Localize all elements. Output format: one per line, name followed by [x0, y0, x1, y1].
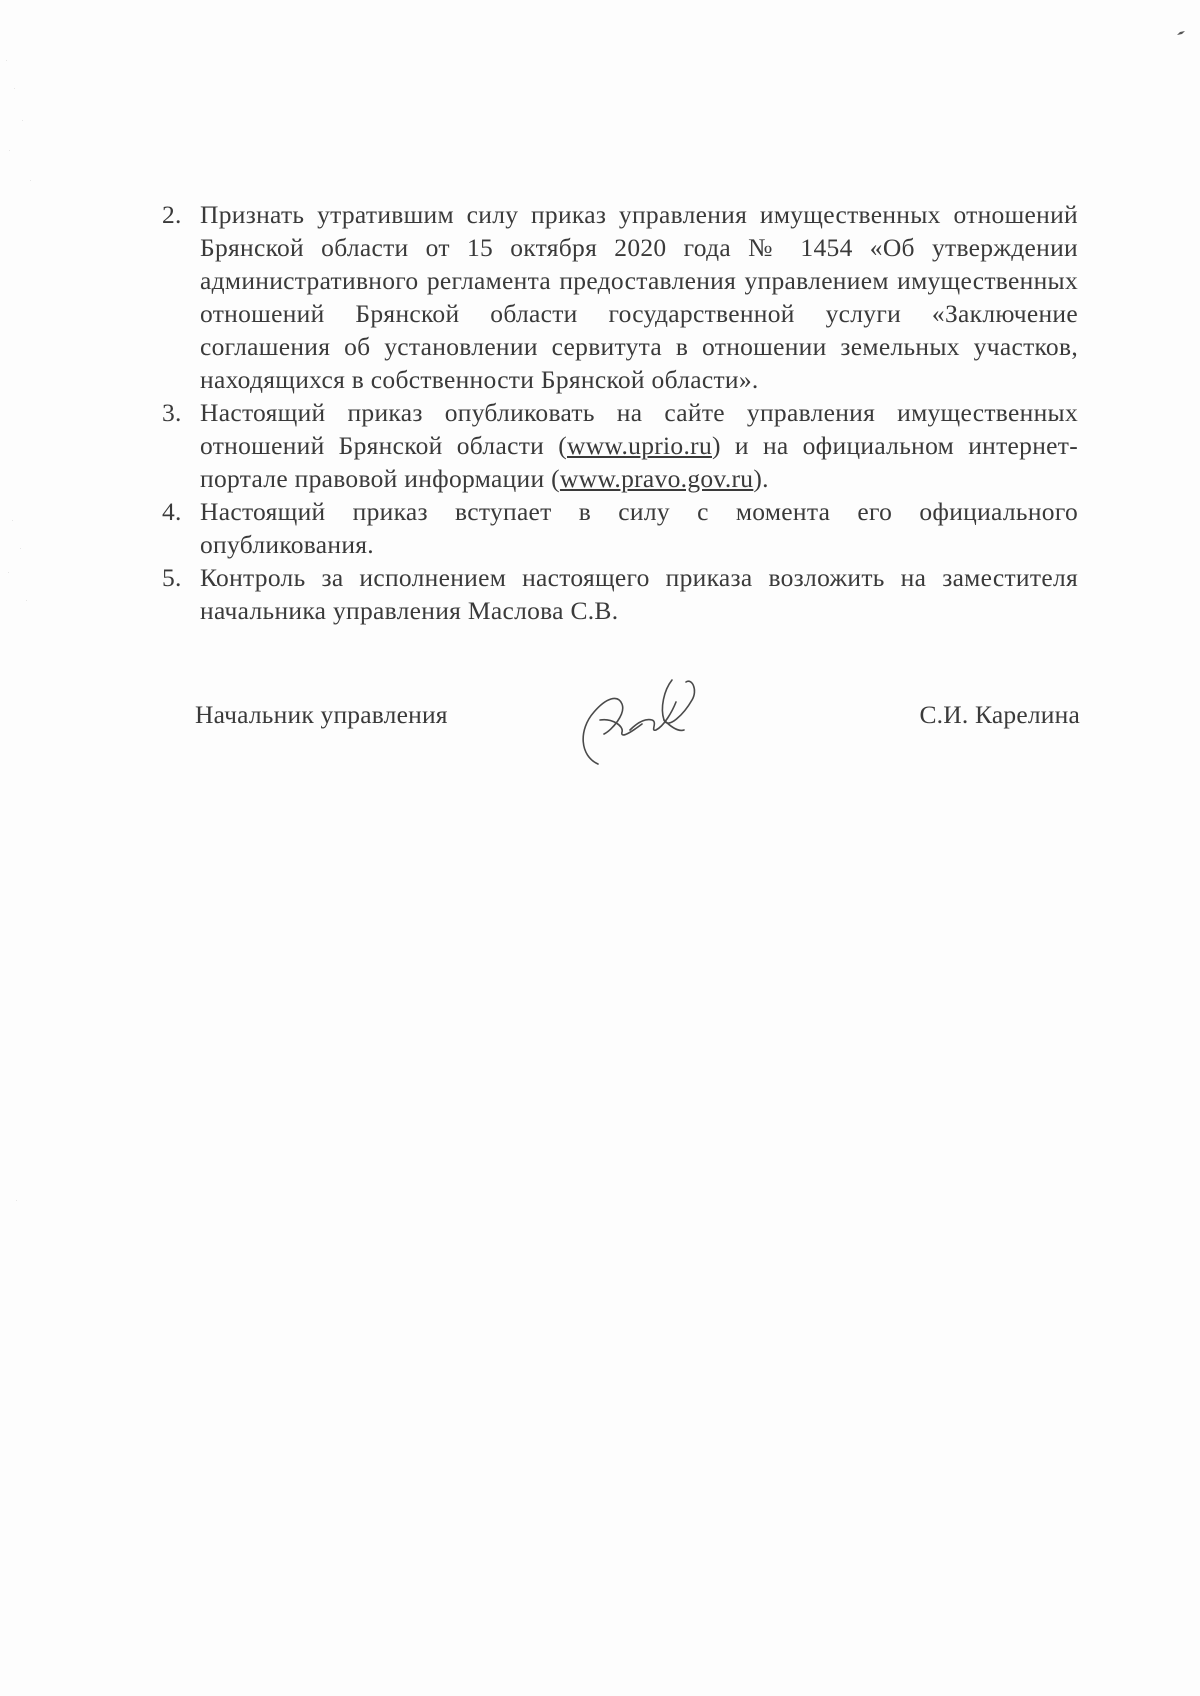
item-text [200, 396, 1078, 495]
item-number: 4. [162, 497, 182, 526]
order-items-list [158, 198, 1078, 627]
item-text [200, 495, 1078, 561]
item-text-segment: Признать утратившим силу приказ управления имущественных отношений Брянской области от 15 октября 2020 года № 1454 «Об утверждении административного регламента предоставления управлением имущественных отношений Брянской области государственной услуги «Заключение соглашения об установлении сервитута в отношении земельных участков, находящихся в собственности Брянской области». [200, 200, 1078, 394]
signature-block [0, 700, 1200, 810]
item-number: 5. [162, 563, 182, 592]
item-text-segment: Контроль за исполнением настоящего приказа возложить на заместителя начальника управления Маслова С.В. [200, 563, 1078, 625]
handwritten-signature [560, 660, 720, 770]
uprio-link[interactable]: www.uprio.ru [566, 431, 712, 460]
signer-title: Начальник управления [195, 700, 448, 729]
list-item [158, 396, 1078, 495]
signer-name: С.И. Карелина [919, 700, 1080, 729]
item-number: 2. [162, 200, 182, 229]
item-number: 3. [162, 398, 182, 427]
list-item [158, 561, 1078, 627]
scan-speck [1176, 30, 1186, 36]
pravo-link[interactable]: www.pravo.gov.ru [559, 464, 754, 493]
scan-margin-noise [0, 0, 60, 1696]
item-text-segment: Настоящий приказ вступает в силу с момента его официального опубликования. [200, 497, 1078, 559]
item-text-segment: ) и на официальном интернет-портале правовой информации ( [200, 431, 1078, 493]
item-text [200, 198, 1078, 396]
item-text-segment: ). [753, 464, 769, 493]
list-item [158, 198, 1078, 396]
item-text [200, 561, 1078, 627]
list-item [158, 495, 1078, 561]
item-text-segment: Настоящий приказ опубликовать на сайте управления имущественных отношений Брянской области ( [200, 398, 1078, 460]
